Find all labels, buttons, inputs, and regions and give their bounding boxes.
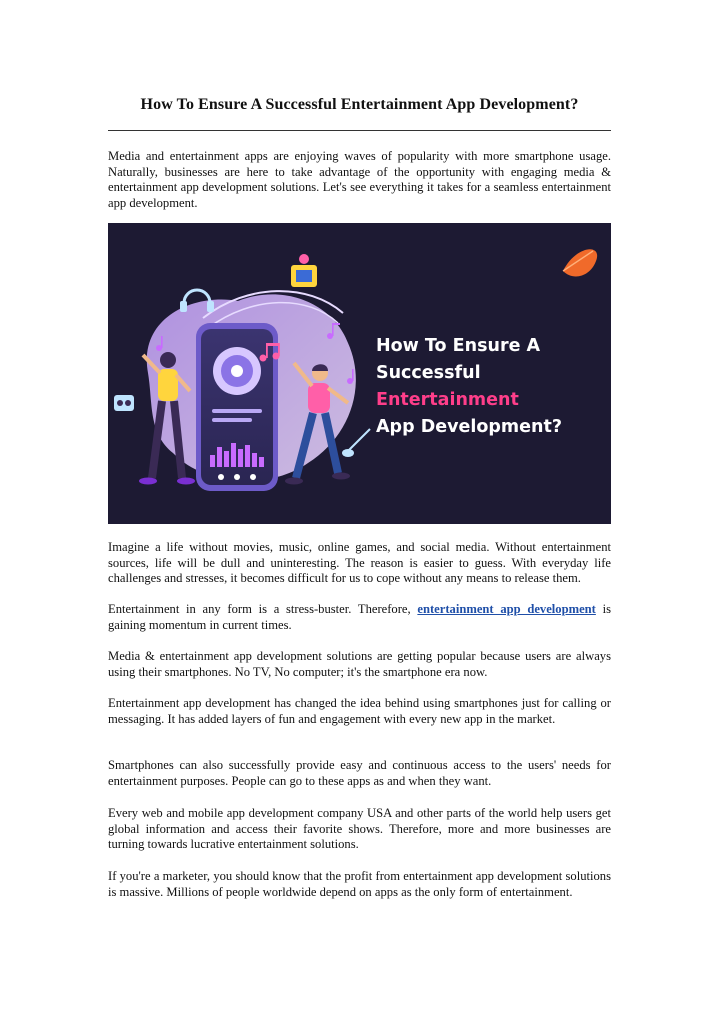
title-divider [108,130,611,131]
hero-banner [108,223,611,524]
media-box-icon [291,254,317,287]
banner-highlight-word: Entertainment [376,390,519,410]
paragraph-imagine: Imagine a life without movies, music, online games, and social media. Without entertainment sources, life will be dull and uninteresting. The reason is easier to guess. With everyday life challenges and stresses, it becomes difficult for us to cope without any means to release them. [108,540,611,586]
phone-illustration [196,323,278,491]
paragraph-changed-idea: Entertainment app development has changed the idea behind using smartphones just for calling or messaging. It has added layers of fun and engagement with every new app in the market. [108,696,611,726]
leaf-logo-icon [563,249,597,276]
page-title: How To Ensure A Successful Entertainment App Development? [140,96,579,113]
banner-headline [376,333,611,441]
paragraph-marketer-profit: If you're a marketer, you should know that the profit from entertainment app development solutions is massive. Millions of people worldwide depend on apps as the only form of entertainment. [108,869,611,899]
boombox-icon [114,395,134,411]
guitar-icon [342,429,370,457]
entertainment-app-development-link[interactable]: entertainment app development [417,602,596,616]
paragraph-continuous-access: Smartphones can also successfully provide easy and continuous access to the users' needs for entertainment purposes. People can go to these apps as and when they want. [108,758,611,788]
banner-line-3: App Development? [376,417,562,437]
paragraph-smartphone-era: Media & entertainment app development solutions are getting popular because users are always using their smartphones. No TV, No computer; it's the smartphone era now. [108,649,611,679]
banner-line-1: How To Ensure A [376,336,541,356]
paragraph-global-information: Every web and mobile app development company USA and other parts of the world help users get global information and access their favorite shows. Therefore, more and more businesses are turning towards lucrative entertainment solutions. [108,806,611,852]
banner-line-2: Successful Entertainment [376,363,519,410]
intro-paragraph: Media and entertainment apps are enjoying waves of popularity with more smartphone usage. Naturally, businesses are here to take advantage of the opportunity with engaging media & entertainment app development solutions. Let's see everything it takes for a seamless entertainment app development. [108,149,611,210]
paragraph-stress-buster: Entertainment in any form is a stress-buster. Therefore, entertainment app development is gaining momentum in current times. [108,602,611,632]
